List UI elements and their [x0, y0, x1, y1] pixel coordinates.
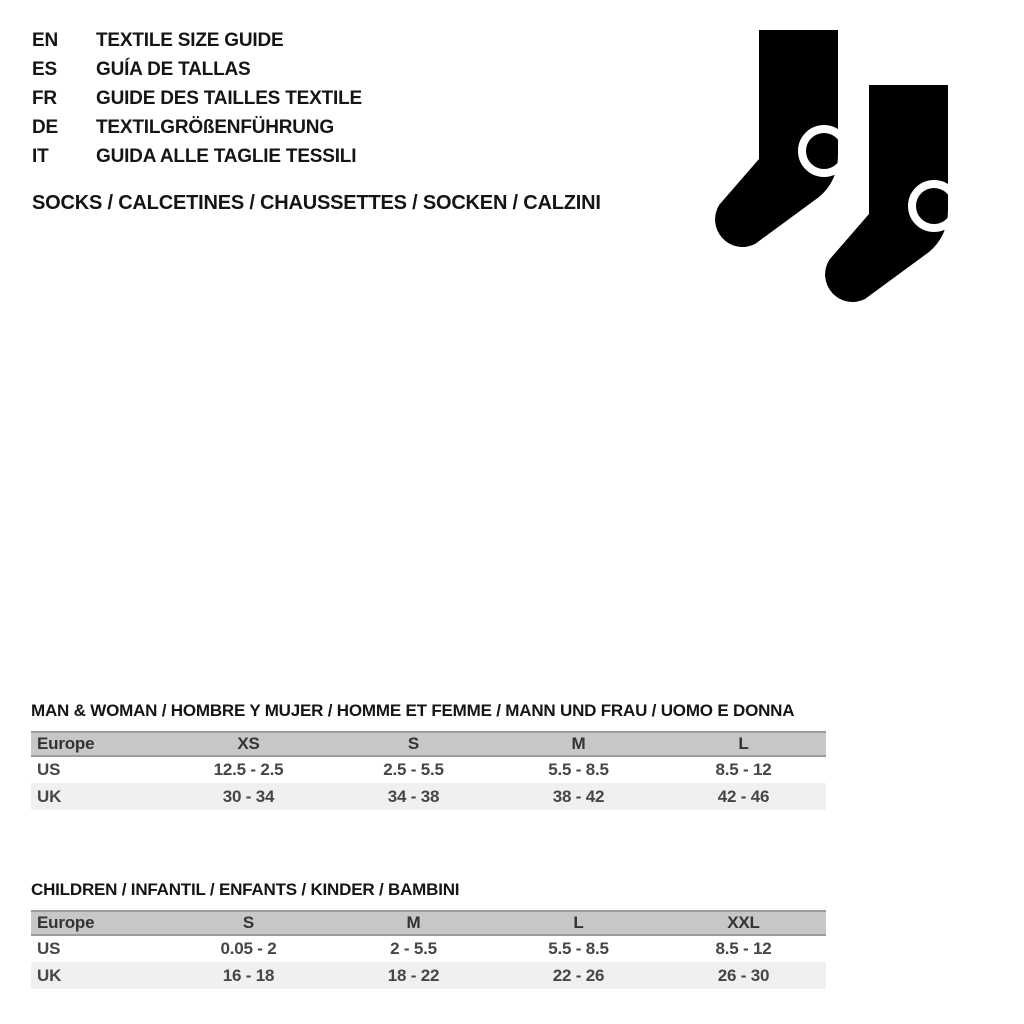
- size-cell: 2.5 - 5.5: [331, 756, 496, 783]
- language-list: [32, 26, 362, 172]
- size-cell: 8.5 - 12: [661, 935, 826, 962]
- size-cell: 42 - 46: [661, 783, 826, 810]
- size-cell: 26 - 30: [661, 962, 826, 989]
- table-title-children: CHILDREN / INFANTIL / ENFANTS / KINDER / BAMBINI: [31, 880, 460, 899]
- header-cell-size: XXL: [661, 911, 826, 935]
- language-row-de: [32, 114, 362, 143]
- language-code: IT: [32, 146, 49, 168]
- table-row-us: [31, 935, 826, 962]
- header-cell-region: Europe: [31, 732, 166, 756]
- language-row-en: [32, 26, 362, 55]
- size-cell: 12.5 - 2.5: [166, 756, 331, 783]
- size-table-children: [31, 910, 826, 989]
- language-code: DE: [32, 117, 58, 139]
- row-label: US: [31, 756, 166, 783]
- language-code: FR: [32, 87, 57, 109]
- language-row-es: [32, 55, 362, 84]
- header-cell-size: M: [496, 732, 661, 756]
- table-row-uk: [31, 783, 826, 810]
- table-header-row: [31, 732, 826, 756]
- language-label: GUIDA ALLE TAGLIE TESSILI: [96, 146, 357, 168]
- socks-icon: [698, 28, 960, 313]
- header-cell-size: S: [331, 732, 496, 756]
- header-cell-size: L: [661, 732, 826, 756]
- size-cell: 16 - 18: [166, 962, 331, 989]
- table-row-uk: [31, 962, 826, 989]
- row-label: UK: [31, 962, 166, 989]
- size-cell: 2 - 5.5: [331, 935, 496, 962]
- table-section-children: [31, 880, 826, 989]
- header-cell-size: M: [331, 911, 496, 935]
- size-cell: 0.05 - 2: [166, 935, 331, 962]
- category-heading: SOCKS / CALCETINES / CHAUSSETTES / SOCKEN / CALZINI: [32, 192, 601, 214]
- language-row-it: [32, 143, 362, 172]
- row-label: UK: [31, 783, 166, 810]
- language-label: GUIDE DES TAILLES TEXTILE: [96, 87, 362, 109]
- size-cell: 30 - 34: [166, 783, 331, 810]
- size-cell: 22 - 26: [496, 962, 661, 989]
- table-row-us: [31, 756, 826, 783]
- table-section-man-woman: [31, 701, 826, 810]
- size-table-man-woman: [31, 731, 826, 810]
- language-label: GUÍA DE TALLAS: [96, 58, 251, 80]
- language-label: TEXTILGRÖßENFÜHRUNG: [96, 117, 334, 139]
- language-row-fr: [32, 84, 362, 113]
- size-cell: 34 - 38: [331, 783, 496, 810]
- language-label: TEXTILE SIZE GUIDE: [96, 29, 284, 51]
- size-cell: 5.5 - 8.5: [496, 935, 661, 962]
- size-cell: 38 - 42: [496, 783, 661, 810]
- header-cell-region: Europe: [31, 911, 166, 935]
- size-cell: 18 - 22: [331, 962, 496, 989]
- table-header-row: [31, 911, 826, 935]
- row-label: US: [31, 935, 166, 962]
- header-cell-size: XS: [166, 732, 331, 756]
- language-code: EN: [32, 29, 58, 51]
- table-title-man-woman: MAN & WOMAN / HOMBRE Y MUJER / HOMME ET FEMME / MANN UND FRAU / UOMO E DONNA: [31, 701, 795, 720]
- size-cell: 8.5 - 12: [661, 756, 826, 783]
- header-cell-size: S: [166, 911, 331, 935]
- header-cell-size: L: [496, 911, 661, 935]
- size-cell: 5.5 - 8.5: [496, 756, 661, 783]
- language-code: ES: [32, 58, 57, 80]
